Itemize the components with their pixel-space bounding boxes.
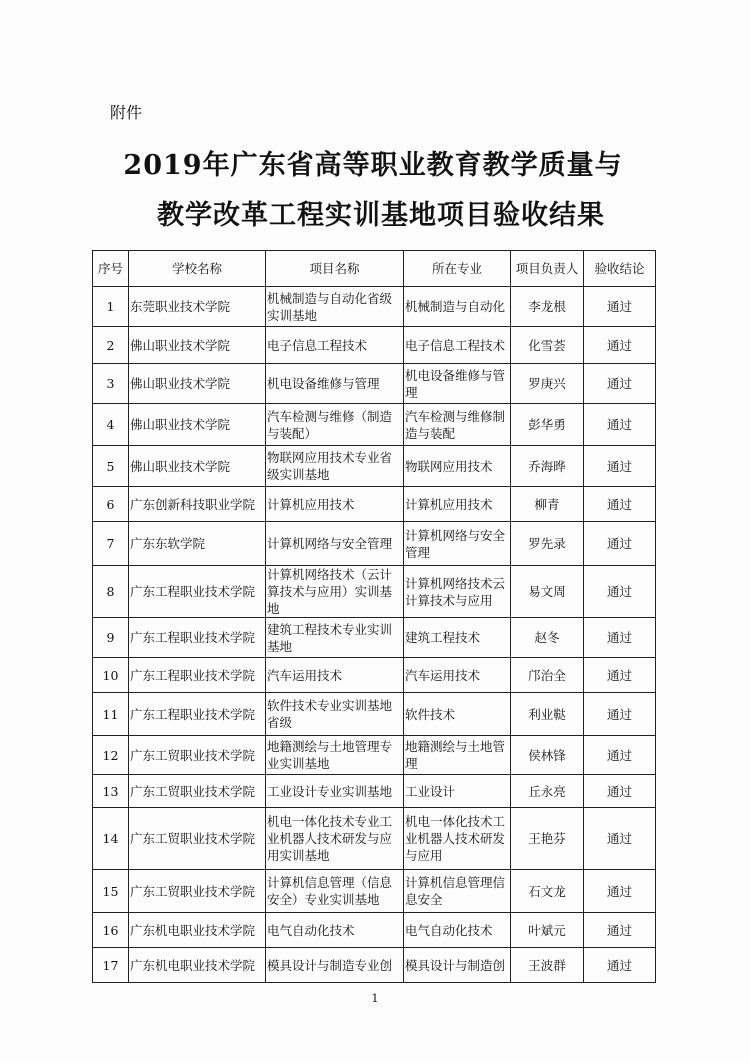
cell-school: 广东工程职业技术学院: [129, 618, 266, 658]
cell-school: 广东工贸职业技术学院: [129, 736, 266, 775]
cell-major: 计算机网络与安全管理: [404, 522, 511, 566]
cell-major: 计算机应用技术: [404, 487, 511, 522]
header-index: 序号: [93, 251, 129, 287]
cell-major: 工业设计: [404, 775, 511, 808]
cell-project: 机械制造与自动化省级实训基地: [266, 287, 404, 327]
cell-major: 模具设计与制造创: [404, 948, 511, 983]
table-row: [93, 522, 656, 566]
cell-result: 通过: [584, 948, 656, 983]
cell-project: 建筑工程技术专业实训基地: [266, 618, 404, 658]
cell-index: 2: [93, 327, 129, 364]
cell-index: 5: [93, 446, 129, 487]
cell-leader: 丘永亮: [511, 775, 584, 808]
cell-leader: 王波群: [511, 948, 584, 983]
table-row: [93, 948, 656, 983]
page-number: 1: [371, 992, 379, 1005]
cell-leader: 罗先录: [511, 522, 584, 566]
cell-project: 物联网应用技术专业省级实训基地: [266, 446, 404, 487]
cell-result: 通过: [584, 404, 656, 446]
cell-leader: 利业鞑: [511, 693, 584, 736]
cell-leader: 王艳芬: [511, 808, 584, 870]
cell-result: 通过: [584, 658, 656, 693]
cell-major: 机电一体化技术工业机器人技术研发与应用: [404, 808, 511, 870]
cell-result: 通过: [584, 327, 656, 364]
cell-school: 广东机电职业技术学院: [129, 913, 266, 948]
cell-result: 通过: [584, 775, 656, 808]
cell-project: 汽车运用技术: [266, 658, 404, 693]
table-row: [93, 446, 656, 487]
document-title-line2: 教学改革工程实训基地项目验收结果: [157, 200, 605, 231]
cell-major: 电气自动化技术: [404, 913, 511, 948]
table-row: [93, 658, 656, 693]
cell-major: 汽车运用技术: [404, 658, 511, 693]
cell-project: 电气自动化技术: [266, 913, 404, 948]
cell-index: 6: [93, 487, 129, 522]
cell-index: 8: [93, 566, 129, 618]
cell-result: 通过: [584, 487, 656, 522]
cell-index: 12: [93, 736, 129, 775]
cell-index: 14: [93, 808, 129, 870]
acceptance-results-table: [92, 250, 656, 983]
cell-leader: 邝治全: [511, 658, 584, 693]
cell-leader: 叶斌元: [511, 913, 584, 948]
cell-school: 佛山职业技术学院: [129, 446, 266, 487]
cell-result: 通过: [584, 870, 656, 913]
cell-index: 7: [93, 522, 129, 566]
cell-project: 模具设计与制造专业创: [266, 948, 404, 983]
cell-index: 1: [93, 287, 129, 327]
table-row: [93, 775, 656, 808]
cell-school: 广东工程职业技术学院: [129, 693, 266, 736]
cell-index: 13: [93, 775, 129, 808]
header-project: 项目名称: [266, 251, 404, 287]
table-row: [93, 287, 656, 327]
table-row: [93, 487, 656, 522]
header-result: 验收结论: [584, 251, 656, 287]
cell-major: 计算机网络技术云计算技术与应用: [404, 566, 511, 618]
table-row: [93, 618, 656, 658]
cell-major: 机电设备维修与管理: [404, 364, 511, 404]
cell-project: 计算机网络与安全管理: [266, 522, 404, 566]
header-major: 所在专业: [404, 251, 511, 287]
cell-school: 佛山职业技术学院: [129, 364, 266, 404]
cell-result: 通过: [584, 522, 656, 566]
cell-index: 3: [93, 364, 129, 404]
table-row: [93, 566, 656, 618]
cell-school: 广东东软学院: [129, 522, 266, 566]
cell-leader: 罗庚兴: [511, 364, 584, 404]
cell-result: 通过: [584, 364, 656, 404]
cell-result: 通过: [584, 566, 656, 618]
cell-leader: 乔海晔: [511, 446, 584, 487]
table-row: [93, 327, 656, 364]
cell-index: 11: [93, 693, 129, 736]
cell-leader: 化雪荟: [511, 327, 584, 364]
cell-school: 广东工程职业技术学院: [129, 566, 266, 618]
cell-index: 15: [93, 870, 129, 913]
table-header-row: [93, 251, 656, 287]
cell-result: 通过: [584, 913, 656, 948]
cell-project: 计算机网络技术（云计算技术与应用）实训基地: [266, 566, 404, 618]
document-title-line1: 2019年广东省高等职业教育教学质量与: [123, 150, 623, 181]
attachment-label: 附件: [110, 103, 143, 122]
header-leader: 项目负责人: [511, 251, 584, 287]
cell-major: 地籍测绘与土地管理: [404, 736, 511, 775]
cell-project: 地籍测绘与土地管理专业实训基地: [266, 736, 404, 775]
cell-leader: 柳青: [511, 487, 584, 522]
cell-result: 通过: [584, 287, 656, 327]
table-row: [93, 404, 656, 446]
cell-index: 9: [93, 618, 129, 658]
cell-project: 软件技术专业实训基地省级: [266, 693, 404, 736]
cell-index: 17: [93, 948, 129, 983]
cell-leader: 石文龙: [511, 870, 584, 913]
cell-school: 广东创新科技职业学院: [129, 487, 266, 522]
table-row: [93, 693, 656, 736]
cell-major: 电子信息工程技术: [404, 327, 511, 364]
cell-project: 汽车检测与维修（制造与装配）: [266, 404, 404, 446]
cell-leader: 彭华勇: [511, 404, 584, 446]
cell-school: 广东工贸职业技术学院: [129, 870, 266, 913]
cell-major: 建筑工程技术: [404, 618, 511, 658]
cell-school: 广东机电职业技术学院: [129, 948, 266, 983]
cell-project: 计算机信息管理（信息安全）专业实训基地: [266, 870, 404, 913]
cell-school: 广东工贸职业技术学院: [129, 775, 266, 808]
cell-result: 通过: [584, 693, 656, 736]
cell-project: 计算机应用技术: [266, 487, 404, 522]
cell-major: 汽车检测与维修制造与装配: [404, 404, 511, 446]
table-row: [93, 736, 656, 775]
cell-result: 通过: [584, 808, 656, 870]
cell-leader: 易文周: [511, 566, 584, 618]
cell-major: 机械制造与自动化: [404, 287, 511, 327]
cell-school: 佛山职业技术学院: [129, 327, 266, 364]
table-row: [93, 808, 656, 870]
cell-result: 通过: [584, 618, 656, 658]
cell-result: 通过: [584, 736, 656, 775]
cell-major: 软件技术: [404, 693, 511, 736]
header-school: 学校名称: [129, 251, 266, 287]
table-row: [93, 870, 656, 913]
cell-school: 佛山职业技术学院: [129, 404, 266, 446]
table-row: [93, 913, 656, 948]
cell-leader: 侯林锋: [511, 736, 584, 775]
cell-project: 电子信息工程技术: [266, 327, 404, 364]
cell-major: 物联网应用技术: [404, 446, 511, 487]
cell-leader: 李龙根: [511, 287, 584, 327]
table-row: [93, 364, 656, 404]
cell-major: 计算机信息管理信息安全: [404, 870, 511, 913]
cell-project: 机电一体化技术专业工业机器人技术研发与应用实训基地: [266, 808, 404, 870]
cell-result: 通过: [584, 446, 656, 487]
cell-project: 机电设备维修与管理: [266, 364, 404, 404]
cell-index: 4: [93, 404, 129, 446]
cell-school: 广东工贸职业技术学院: [129, 808, 266, 870]
cell-index: 10: [93, 658, 129, 693]
cell-school: 广东工程职业技术学院: [129, 658, 266, 693]
cell-school: 东莞职业技术学院: [129, 287, 266, 327]
cell-index: 16: [93, 913, 129, 948]
cell-project: 工业设计专业实训基地: [266, 775, 404, 808]
cell-leader: 赵冬: [511, 618, 584, 658]
